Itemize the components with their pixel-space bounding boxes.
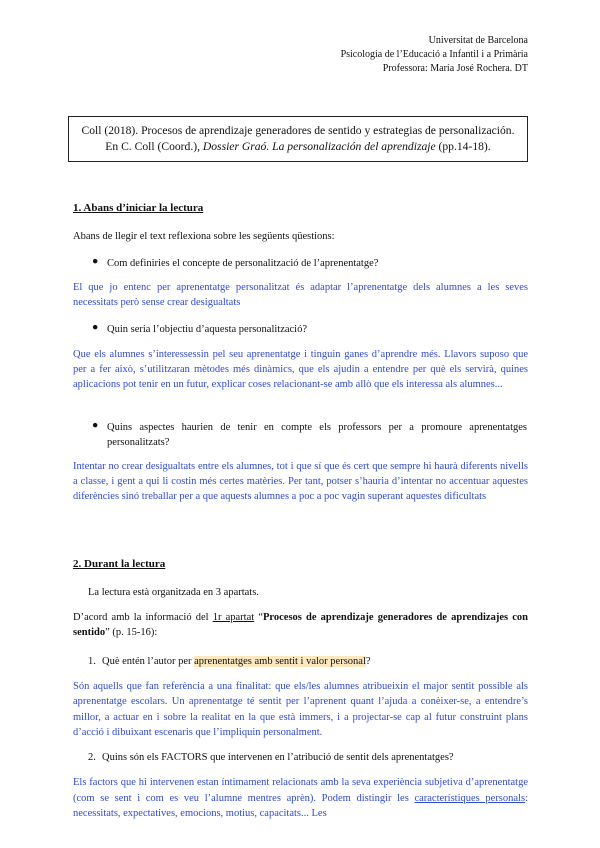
q2-answer-text: Els factors que hi intervenen estan íntimament relacionats amb la seva experiència subjetiva d’aprenentatge (com se sent i com es veu l’alumne mentres aprèn). Podem distingir les	[73, 777, 528, 804]
citation-box	[68, 116, 528, 162]
q1-end: ?	[365, 656, 371, 667]
q2-answer-link: característiques personals	[414, 792, 526, 804]
question-1: Com definiries el concepte de personalització de l’aprenentatge?	[107, 258, 379, 269]
bullet-icon: ●	[92, 322, 99, 333]
header-professor: Professora: María José Rochera. DT	[382, 63, 528, 74]
bullet-icon: ●	[92, 256, 99, 267]
question-3: Quins aspectes haurien de tenir en compte els professors per a promoure aprenentatges personalitzats?	[107, 422, 527, 448]
section2-reference	[73, 610, 528, 640]
reference-text: D’acord amb la informació del	[73, 612, 213, 623]
citation-pages: (pp.14-18).	[435, 140, 491, 153]
header-course: Psicologia de l’Educació a Infantil i a Primària	[340, 49, 528, 60]
citation-title: Dossier Graó. La personalización del aprendizaje	[202, 140, 436, 153]
reference-pages: ” (p. 15-16):	[105, 627, 158, 638]
section1-title: 1. Abans d’iniciar la lectura	[73, 202, 204, 214]
q2-answer	[73, 775, 528, 822]
q2-number: 2.	[88, 752, 96, 763]
q1-highlight: aprenentatges amb sentit i valor personal	[194, 656, 366, 667]
reference-section-link: 1r apartat	[212, 612, 255, 623]
reference-title: Procesos de aprendizaje generadores de aprendizajes con sentido	[73, 612, 528, 638]
section1-intro: Abans de llegir el text reflexiona sobre les següents qüestions:	[73, 231, 335, 242]
section2-intro: La lectura està organitzada en 3 apartats.	[88, 587, 259, 598]
citation-text: Coll (2018). Procesos de aprendizaje generadores de sentido y estrategias de personalización. En C. Coll (Coord.),	[81, 124, 515, 153]
question-2: Quin seria l’objectiu d’aquesta personalització?	[107, 324, 308, 335]
page-header	[341, 34, 528, 76]
answer-1: El que jo entenc per aprenentatge personalitzat és adaptar l’aprenentatge dels alumnes a les seves necessitats però sense crear desigualtats	[73, 282, 528, 308]
q1-answer: Són aquells que fan referència a una finalitat: que els/les alumnes atribueixin el major sentit possible als aprenentatge escolars. Un aprenentatge té sentit per l’aprenent quant l’ajuda a conèixer-se, a entendre’s millor, a actuar en i sobre la realitat en la que està immers, i a projectar-se cap al futur construint plans d’acció i dibuixant escenaris que l’impliquin personalment.	[73, 681, 528, 738]
q2-question: Quins són els FACTORS que intervenen en l’atribució de sentit dels aprenentatges?	[102, 752, 454, 763]
header-university: Universitat de Barcelona	[428, 35, 528, 46]
answer-2: Que els alumnes s’interessessin pel seu aprenentatge i tinguin ganes d’aprendre més. Llavors suposo que per a fer això, s’utilitzaran mètodes més dinàmics, que els ajudin a entendre per què els servirà, quines aplicacions pot tenir en un futur, explicar coses relacionant-se amb allò que els interessa als alumnes...	[73, 349, 528, 390]
bullet-icon: ●	[92, 420, 99, 431]
q1-question	[102, 654, 532, 669]
q1-number: 1.	[88, 656, 96, 667]
q2-answer-end: : necessitats, expectatives, emocions, motius, capacitats... Les	[73, 792, 528, 819]
reference-quote: “	[254, 612, 263, 623]
answer-3: Intentar no crear desigualtats entre els alumnes, tot i que sí que és cert que sempre hi haurà diferents nivells a classe, i gent a qui li costin més certes matèries. Per tant, potser s’hauria d’intentar no accentuar aquestes diferències sinó treballar per a que aquests alumnes a poc a poc vagin superant aquestes dificultats	[73, 461, 528, 502]
section2-title: 2. Durant la lectura	[73, 558, 166, 570]
q1-text: Què entén l’autor per	[102, 656, 195, 667]
